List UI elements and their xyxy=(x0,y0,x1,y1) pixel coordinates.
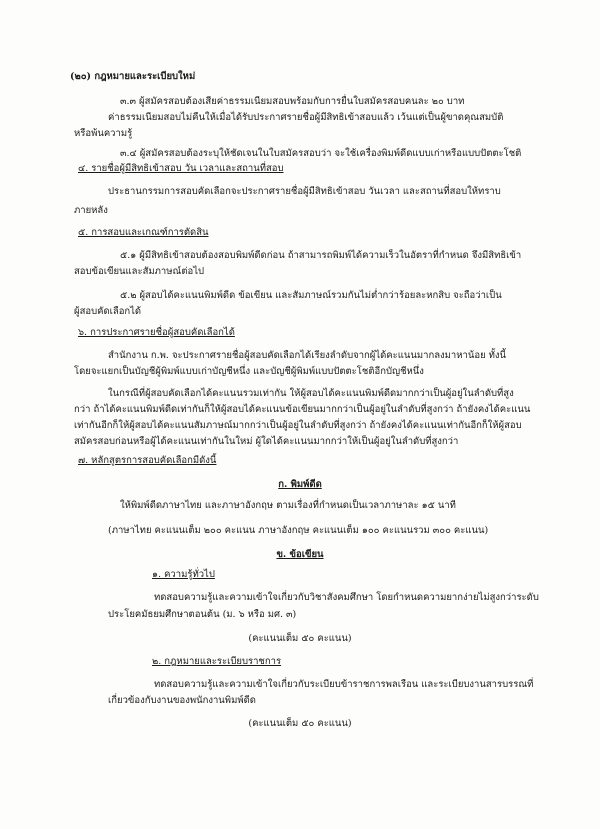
section-7-heading: ๗. หลักสูตรการสอบคัดเลือกมีดังนี้ xyxy=(78,455,217,466)
section-6-line-2: โดยจะแยกเป็นบัญชีผู้พิมพ์แบบเก่าบัญชีหนึ่ง และบัญชีผู้พิมพ์แบบปัตตะโชติอีกบัญชีหนึ่ง xyxy=(74,366,424,377)
part-b-sub-2-heading: ๒. กฎหมายและระเบียบราชการ xyxy=(152,656,282,667)
part-a-line-1: ให้พิมพ์ดีดภาษาไทย และภาษาอังกฤษ ตามเรื่องที่กำหนดเป็นเวลาภาษาละ ๑๕ นาที xyxy=(120,500,456,511)
part-b-sub-2-score: (คะแนนเต็ม ๕๐ คะแนน) xyxy=(248,718,352,729)
section-6-heading: ๖. การประกาศรายชื่อผู้สอบคัดเลือกได้ xyxy=(78,327,235,338)
part-b-title: ข. ข้อเขียน xyxy=(276,549,324,560)
page-header: (๒๐) กฎหมายและระเบียบใหม่ xyxy=(70,71,196,82)
section-4-heading: ๔. รายชื่อผู้มีสิทธิเข้าสอบ วัน เวลาและสถานที่สอบ xyxy=(78,163,284,174)
section-5-2-line-2: ผู้สอบคัดเลือกได้ xyxy=(74,306,142,317)
section-6-line-5: เท่ากันอีกก็ให้ผู้สอบได้คะแนนสัมภาษณ์มากกว่าเป็นผู้อยู่ในลำดับที่สูงกว่า ถ้ายังคงได้คะแนนเท่ากันอีกก็ให้ผู้สอบ xyxy=(74,420,522,431)
part-a-line-2: (ภาษาไทย คะแนนเต็ม ๒๐๐ คะแนน ภาษาอังกฤษ คะแนนเต็ม ๑๐๐ คะแนนรวม ๓๐๐ คะแนน) xyxy=(108,525,489,536)
section-6-line-1: สำนักงาน ก.พ. จะประกาศรายชื่อผู้สอบคัดเลือกได้เรียงลำดับจากผู้ได้คะแนนมากลงมาหาน้อย ทั้งนี้ xyxy=(108,350,507,361)
section-6-line-3: ในกรณีที่ผู้สอบคัดเลือกได้คะแนนรวมเท่ากัน ให้ผู้สอบได้คะแนนพิมพ์ดีดมากกว่าเป็นผู้อยู่ในลำดับที่สูง xyxy=(108,388,514,399)
refund-line-1: ค่าธรรมเนียมสอบไม่คืนให้เมื่อได้รับประกาศรายชื่อผู้มีสิทธิเข้าสอบแล้ว เว้นแต่เป็นผู้ขาดคุณสมบัติ xyxy=(108,112,504,123)
section-5-heading: ๕. การสอบและเกณฑ์การตัดสิน xyxy=(78,227,209,238)
part-b-sub-1-line-1: ทดสอบความรู้และความเข้าใจเกี่ยวกับวิชาสังคมศึกษา โดยกำหนดความยากง่ายไม่สูงกว่าระดับ xyxy=(154,592,539,603)
section-5-2-line-1: ๕.๒ ผู้สอบได้คะแนนพิมพ์ดีด ข้อเขียน และสัมภาษณ์รวมกันไม่ต่ำกว่าร้อยละหกสิบ จะถือว่าเป็น xyxy=(120,290,502,301)
section-4-line-2: ภายหลัง xyxy=(74,205,108,216)
item-3-4: ๓.๔ ผู้สมัครสอบต้องระบุให้ชัดเจนในใบสมัครสอบว่า จะใช้เครื่องพิมพ์ดีดแบบเก่าหรือแบบปัตตะโชติ xyxy=(120,148,522,159)
section-5-1-line-2: สอบข้อเขียนและสัมภาษณ์ต่อไป xyxy=(74,266,204,277)
section-6-line-6: สมัครสอบก่อนหรือผู้ได้คะแนนเท่ากันในใหม่ ผู้ใดได้คะแนนมากกว่าให้เป็นผู้อยู่ในลำดับที่สูงกว่า xyxy=(74,436,459,447)
part-b-sub-2-line-1: ทดสอบความรู้และความเข้าใจเกี่ยวกับระเบียบข้าราชการพลเรือน และระเบียบงานสารบรรณที่ xyxy=(154,679,534,690)
item-3-3: ๓.๓ ผู้สมัครสอบต้องเสียค่าธรรมเนียมสอบพร้อมกับการยื่นใบสมัครสอบคนละ ๒๐ บาท xyxy=(120,96,465,107)
refund-line-2: หรือพ้นความรู้ xyxy=(74,128,133,139)
part-a-title: ก. พิมพ์ดีด xyxy=(278,479,322,490)
section-4-line-1: ประธานกรรมการสอบคัดเลือกจะประกาศรายชื่อผู้มีสิทธิเข้าสอบ วันเวลา และสถานที่สอบให้ทราบ xyxy=(108,186,501,197)
part-b-sub-1-score: (คะแนนเต็ม ๕๐ คะแนน) xyxy=(248,633,352,644)
section-5-1-line-1: ๕.๑ ผู้มีสิทธิเข้าสอบต้องสอบพิมพ์ดีดก่อน ถ้าสามารถพิมพ์ได้ความเร็วในอัตราที่กำหนด จึงมีสิทธิเข้า xyxy=(120,250,522,261)
section-6-line-4: กว่า ถ้าได้คะแนนพิมพ์ดีดเท่ากันก็ให้ผู้สอบได้คะแนนข้อเขียนมากกว่าเป็นผู้อยู่ในลำดับที่สูงกว่า ถ้ายังคงได้คะแนน xyxy=(74,404,531,415)
part-b-sub-2-line-2: เกี่ยวข้องกับงานของพนักงานพิมพ์ดีด xyxy=(108,695,256,706)
part-b-sub-1-line-2: ประโยคมัธยมศึกษาตอนต้น (ม. ๖ หรือ มศ. ๓) xyxy=(108,609,297,620)
part-b-sub-1-heading: ๑. ความรู้ทั่วไป xyxy=(152,569,215,580)
